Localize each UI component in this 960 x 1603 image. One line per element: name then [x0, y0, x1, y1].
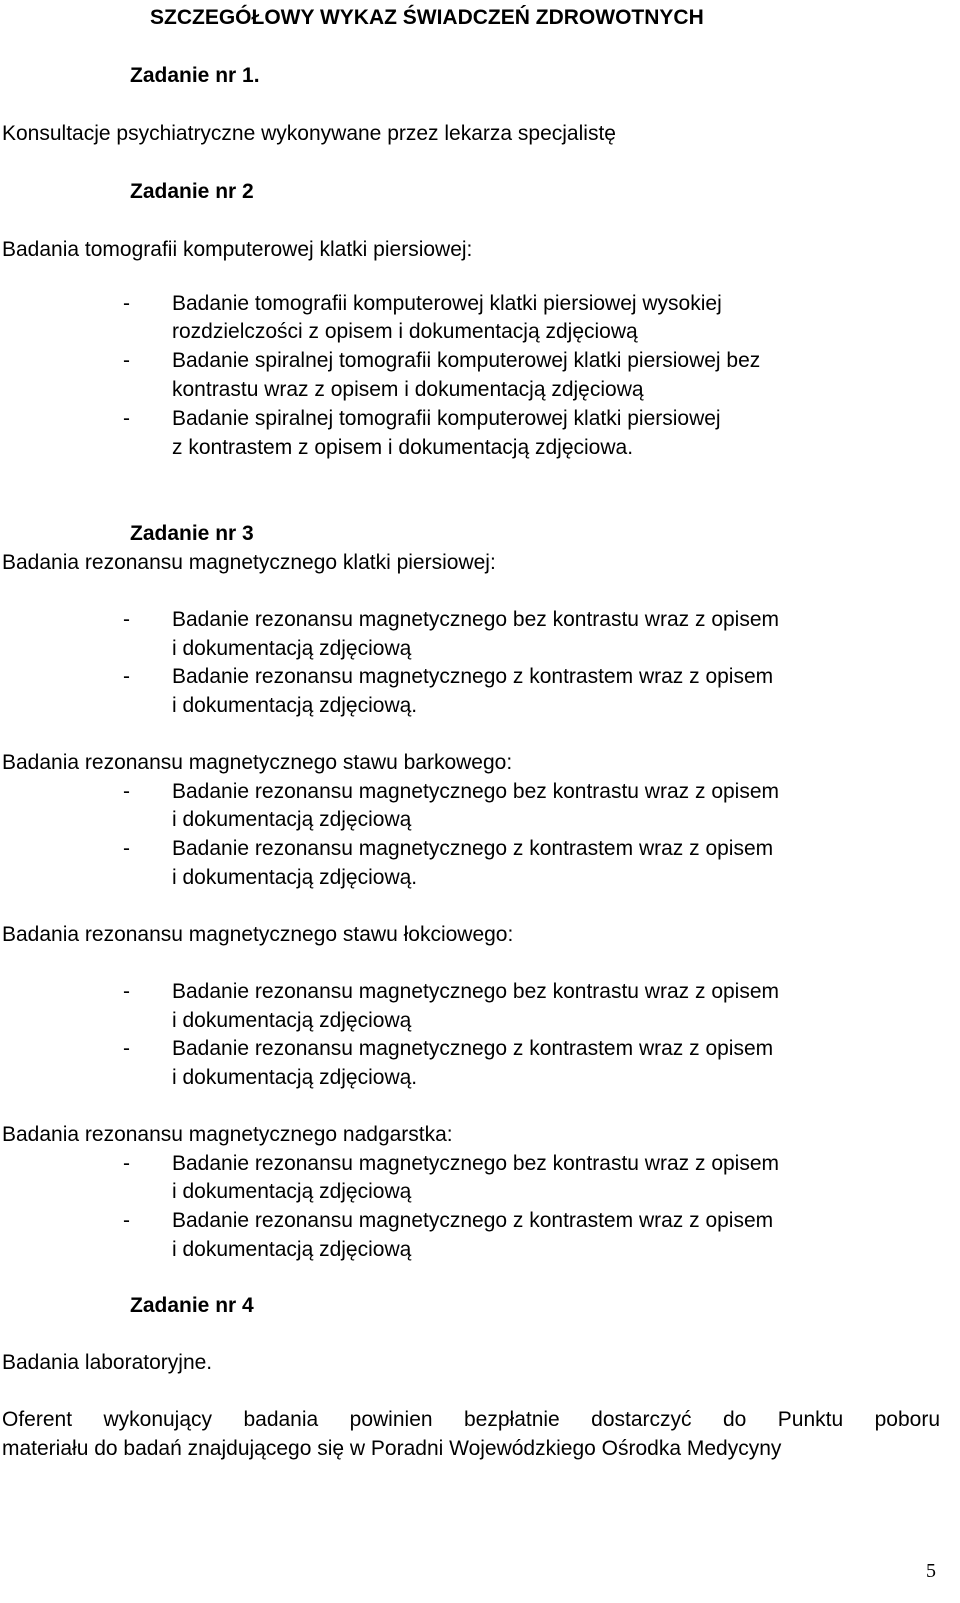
list-item-line: Badanie rezonansu magnetycznego z kontrastem wraz z opisem	[172, 1209, 774, 1232]
list-dash: -	[123, 1152, 130, 1175]
section-intro: Badania rezonansu magnetycznego stawu łokciowego:	[2, 923, 514, 946]
task4-intro: Badania laboratoryjne.	[2, 1351, 213, 1374]
list-item-line: Badanie spiralnej tomografii komputerowej klatki piersiowej bez	[172, 349, 761, 372]
list-dash: -	[123, 980, 130, 1003]
section-intro: Badania rezonansu magnetycznego stawu barkowego:	[2, 751, 513, 774]
list-dash: -	[123, 292, 130, 315]
list-item-line: i dokumentacją zdjęciową	[172, 808, 412, 831]
list-item-line: Badanie rezonansu magnetycznego z kontrastem wraz z opisem	[172, 665, 774, 688]
task4-paragraph-line: materiału do badań znajdującego się w Poradni Wojewódzkiego Ośrodka Medycyny	[2, 1437, 782, 1460]
section-intro: Badania rezonansu magnetycznego nadgarstka:	[2, 1123, 453, 1146]
list-item-line: Badanie rezonansu magnetycznego bez kontrastu wraz z opisem	[172, 780, 780, 803]
list-item-line: Badanie rezonansu magnetycznego bez kontrastu wraz z opisem	[172, 608, 780, 631]
task3-heading: Zadanie nr 3	[130, 522, 254, 545]
list-item-line: i dokumentacją zdjęciową.	[172, 1066, 418, 1089]
section-intro: Badania rezonansu magnetycznego klatki piersiowej:	[2, 551, 496, 574]
task2-intro: Badania tomografii komputerowej klatki piersiowej:	[2, 238, 473, 261]
list-item-line: i dokumentacją zdjęciową	[172, 1180, 412, 1203]
list-item-line: i dokumentacją zdjęciową	[172, 637, 412, 660]
list-item-line: z kontrastem z opisem i dokumentacją zdjęciowa.	[172, 436, 634, 459]
list-item-line: Badanie rezonansu magnetycznego z kontrastem wraz z opisem	[172, 837, 774, 860]
list-dash: -	[123, 1209, 130, 1232]
task2-heading: Zadanie nr 2	[130, 180, 254, 203]
list-item-line: kontrastu wraz z opisem i dokumentacją zdjęciową	[172, 378, 644, 401]
document-title: SZCZEGÓŁOWY WYKAZ ŚWIADCZEŃ ZDROWOTNYCH	[150, 6, 704, 29]
list-dash: -	[123, 407, 130, 430]
list-item-line: Badanie rezonansu magnetycznego z kontrastem wraz z opisem	[172, 1037, 774, 1060]
list-dash: -	[123, 837, 130, 860]
list-dash: -	[123, 1037, 130, 1060]
task4-heading: Zadanie nr 4	[130, 1294, 254, 1317]
task1-text: Konsultacje psychiatryczne wykonywane przez lekarza specjalistę	[2, 122, 616, 145]
task1-heading: Zadanie nr 1.	[130, 64, 260, 87]
list-item-line: i dokumentacją zdjęciową.	[172, 866, 418, 889]
page-number: 5	[926, 1560, 936, 1582]
list-item-line: Badanie rezonansu magnetycznego bez kontrastu wraz z opisem	[172, 1152, 780, 1175]
list-dash: -	[123, 349, 130, 372]
list-item-line: Badanie spiralnej tomografii komputerowej klatki piersiowej	[172, 407, 721, 430]
list-dash: -	[123, 608, 130, 631]
list-item-line: i dokumentacją zdjęciową.	[172, 694, 418, 717]
list-dash: -	[123, 780, 130, 803]
list-item-line: i dokumentacją zdjęciową	[172, 1009, 412, 1032]
task4-paragraph-line: Oferent wykonujący badania powinien bezpłatnie dostarczyć do Punktu poboru	[2, 1408, 940, 1431]
list-item-line: Badanie tomografii komputerowej klatki piersiowej wysokiej	[172, 292, 722, 315]
list-dash: -	[123, 665, 130, 688]
list-item-line: rozdzielczości z opisem i dokumentacją zdjęciową	[172, 320, 638, 343]
list-item-line: Badanie rezonansu magnetycznego bez kontrastu wraz z opisem	[172, 980, 780, 1003]
list-item-line: i dokumentacją zdjęciową	[172, 1238, 412, 1261]
